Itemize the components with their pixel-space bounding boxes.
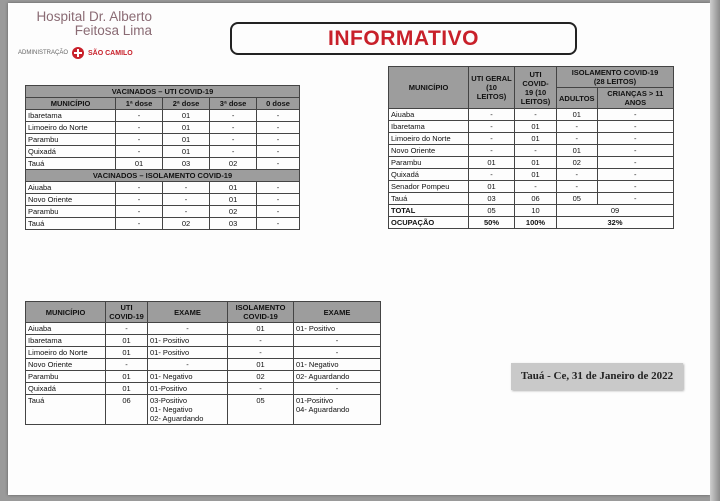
section-row [26,170,300,182]
value-cell: - [116,218,163,230]
table-row [26,383,381,395]
municipio-cell: Quixadá [389,169,469,181]
value-cell: - [597,181,673,193]
value-cell: - [597,109,673,121]
table-row [26,146,300,158]
table-row [389,133,674,145]
table-row [389,169,674,181]
value-cell: - [469,169,515,181]
exam-iso-cell [294,383,381,395]
municipio-cell: Novo Oriente [26,194,116,206]
value-cell: 01 [515,121,557,133]
value-cell: - [116,194,163,206]
value-cell: - [515,145,557,157]
value-cell: - [210,110,257,122]
value-cell: 02 [210,158,257,170]
value-cell: - [116,122,163,134]
exam-uti-cell [148,359,228,371]
exam-iso-cell [294,335,381,347]
exam-result: 02- Aguardando [150,414,204,423]
municipio-cell: Quixadá [26,383,106,395]
uti-cell: 01 [106,335,148,347]
table-row [26,359,381,371]
total-label: TOTAL [389,205,469,217]
occ-col-municipio: MUNICÍPIO [389,67,469,109]
date-stamp: Tauá - Ce, 31 de Janeiro de 2022 [511,363,683,390]
ocupacao-uti-geral: 50% [469,217,515,229]
vaccinated-title: VACINADOS – UTI COVID-19 [26,86,300,98]
hospital-name-line2: Feitosa Lima [74,23,152,38]
cross-icon [72,47,84,59]
value-cell: - [597,193,673,205]
exam-uti-cell [148,395,228,425]
value-cell: 01 [163,146,210,158]
table-row [389,157,674,169]
municipio-cell: Parambu [389,157,469,169]
value-cell: - [116,134,163,146]
exam-result: 01-Positivo [150,384,188,393]
municipio-cell: Parambu [26,206,116,218]
table-row [389,193,674,205]
table-row [26,122,300,134]
value-cell: - [116,182,163,194]
value-cell: 01 [557,145,598,157]
table-row [26,158,300,170]
table-row [26,335,381,347]
value-cell: - [210,122,257,134]
total-uti-geral: 05 [469,205,515,217]
value-cell: 03 [210,218,257,230]
municipio-cell: Ibaretama [26,335,106,347]
value-cell: - [257,182,300,194]
value-cell: - [515,181,557,193]
vaccinated-iso-title: VACINADOS – ISOLAMENTO COVID-19 [26,170,300,182]
value-cell: 01 [515,133,557,145]
occupancy-body [389,109,674,205]
value-cell: - [116,110,163,122]
table-row [389,109,674,121]
occ-col-adultos: ADULTOS [557,88,598,109]
exam-uti-cell [148,323,228,335]
municipio-cell: Ibaretama [389,121,469,133]
value-cell: 01 [116,158,163,170]
title-box [230,22,577,55]
exam-result: 01- Positivo [150,348,190,357]
table-row [26,347,381,359]
admin-org: SÃO CAMILO [88,49,133,57]
value-cell: - [210,146,257,158]
table-row [389,181,674,193]
exam-result: - [335,348,339,357]
exam-result: 01- Positivo [150,336,190,345]
exam-iso-cell [294,395,381,425]
col-dose0: 0 dose [257,98,300,110]
vaccinated-table [25,85,300,230]
exam-result: 01-Positivo [296,396,334,405]
value-cell: - [597,121,673,133]
value-cell: - [597,169,673,181]
value-cell: 01 [163,122,210,134]
occupancy-table [388,66,674,229]
exam-result: - [335,336,339,345]
ex-col-exame1: EXAME [148,302,228,323]
hospital-logo [22,10,182,38]
isolamento-sub: (28 LEITOS) [593,77,637,86]
exam-iso-cell [294,371,381,383]
value-cell: - [163,182,210,194]
uti-cell: 01 [106,371,148,383]
municipio-cell: Limoeiro do Norte [26,347,106,359]
ex-col-isolamento: ISOLAMENTO COVID-19 [228,302,294,323]
table-row [26,194,300,206]
table-row [389,145,674,157]
isolamento-cell: - [228,347,294,359]
exam-result: 03-Positivo [150,396,188,405]
uti-cell: - [106,323,148,335]
administration-label [18,47,133,59]
occupancy-row [389,217,674,229]
col-dose3: 3ª dose [210,98,257,110]
isolamento-cell: 01 [228,323,294,335]
table-row [389,121,674,133]
exam-result: 01- Positivo [296,324,336,333]
value-cell: - [469,121,515,133]
occ-col-criancas: CRIANÇAS > 11 ANOS [597,88,673,109]
value-cell: - [469,145,515,157]
municipio-cell: Quixadá [26,146,116,158]
exam-uti-cell [148,347,228,359]
value-cell: - [557,181,598,193]
exam-result: - [335,384,339,393]
exam-result: 04- Aguardando [296,405,350,414]
total-uti-covid: 10 [515,205,557,217]
value-cell: - [116,206,163,218]
exam-iso-cell [294,347,381,359]
uti-cell: 01 [106,383,148,395]
hospital-name-line1: Hospital Dr. Alberto [36,9,152,24]
value-cell: - [257,194,300,206]
uti-geral-sub: (10 LEITOS) [476,83,507,101]
col-municipio: MUNICÍPIO [26,98,116,110]
value-cell: 01 [210,194,257,206]
col-dose2: 2ª dose [163,98,210,110]
value-cell: 03 [469,193,515,205]
exam-iso-cell [294,323,381,335]
value-cell: 01 [210,182,257,194]
value-cell: - [515,109,557,121]
value-cell: - [557,169,598,181]
municipio-cell: Tauá [26,395,106,425]
isolamento-cell: 05 [228,395,294,425]
value-cell: 02 [210,206,257,218]
isolamento-cell: 02 [228,371,294,383]
exam-result: 01- Negativo [150,405,193,414]
value-cell: - [257,218,300,230]
municipio-cell: Tauá [26,218,116,230]
value-cell: - [116,146,163,158]
value-cell: - [257,146,300,158]
uti-cell: - [106,359,148,371]
uti-cell: 01 [106,347,148,359]
exam-uti-cell [148,371,228,383]
page-title: INFORMATIVO [328,27,479,50]
municipio-cell: Limoeiro do Norte [26,122,116,134]
municipio-cell: Parambu [26,134,116,146]
uti-cell: 06 [106,395,148,425]
table-row [26,395,381,425]
municipio-cell: Ibaretama [26,110,116,122]
ocupacao-label: OCUPAÇÃO [389,217,469,229]
value-cell: 02 [557,157,598,169]
value-cell: 01 [163,134,210,146]
total-row [389,205,674,217]
occ-col-uti-covid [515,67,557,109]
exam-result: 01- Negativo [296,360,339,369]
table-row [26,134,300,146]
admin-label: ADMINISTRAÇÃO [18,50,69,56]
value-cell: - [257,158,300,170]
exam-uti-cell [148,335,228,347]
occ-col-isolamento [557,67,674,88]
ex-col-uti: UTI COVID-19 [106,302,148,323]
municipio-cell: Tauá [389,193,469,205]
value-cell: 06 [515,193,557,205]
table-row [26,110,300,122]
ocupacao-uti-covid: 100% [515,217,557,229]
municipio-cell: Parambu [26,371,106,383]
document-page [8,3,710,495]
exam-uti-cell [148,383,228,395]
isolamento-cell: - [228,335,294,347]
table-row [26,182,300,194]
exam-result: 02- Aguardando [296,372,350,381]
value-cell: - [163,194,210,206]
value-cell: 03 [163,158,210,170]
value-cell: - [597,157,673,169]
table-row [26,218,300,230]
exam-result: - [186,324,189,333]
uti-covid-label: UTI COVID- [522,69,549,88]
exams-body [26,323,381,425]
value-cell: - [210,134,257,146]
col-dose1: 1ª dose [116,98,163,110]
value-cell: - [469,109,515,121]
municipio-cell: Aiuaba [26,182,116,194]
table-row [26,323,381,335]
isolamento-label: ISOLAMENTO COVID-19 [571,68,659,77]
municipio-cell: Novo Oriente [389,145,469,157]
municipio-cell: Limoeiro do Norte [389,133,469,145]
occ-col-uti-geral [469,67,515,109]
value-cell: 01 [557,109,598,121]
value-cell: 02 [163,218,210,230]
uti-geral-label: UTI GERAL [471,74,512,83]
value-cell: 01 [469,157,515,169]
value-cell: - [597,133,673,145]
page-edge-shadow [710,0,720,501]
value-cell: 01 [515,157,557,169]
exam-result: 01- Negativo [150,372,193,381]
isolamento-cell: - [228,383,294,395]
value-cell: - [257,122,300,134]
ex-col-municipio: MUNICÍPIO [26,302,106,323]
municipio-cell: Senador Pompeu [389,181,469,193]
value-cell: - [257,134,300,146]
value-cell: - [257,206,300,218]
municipio-cell: Tauá [26,158,116,170]
value-cell: 05 [557,193,598,205]
ocupacao-isolamento: 32% [557,217,674,229]
value-cell: - [597,145,673,157]
value-cell: 01 [163,110,210,122]
value-cell: - [557,121,598,133]
municipio-cell: Aiuaba [26,323,106,335]
value-cell: 01 [515,169,557,181]
uti-covid-sub: 19 (10 LEITOS) [520,87,551,106]
ex-col-exame2: EXAME [294,302,381,323]
table-row [26,206,300,218]
municipio-cell: Aiuaba [389,109,469,121]
value-cell: 01 [469,181,515,193]
value-cell: - [163,206,210,218]
exam-result: - [186,360,189,369]
value-cell: - [557,133,598,145]
exam-iso-cell [294,359,381,371]
vaccinated-body [26,110,300,230]
isolamento-cell: 01 [228,359,294,371]
table-row [26,371,381,383]
exams-table [25,301,381,425]
value-cell: - [257,110,300,122]
municipio-cell: Novo Oriente [26,359,106,371]
total-isolamento: 09 [557,205,674,217]
value-cell: - [469,133,515,145]
